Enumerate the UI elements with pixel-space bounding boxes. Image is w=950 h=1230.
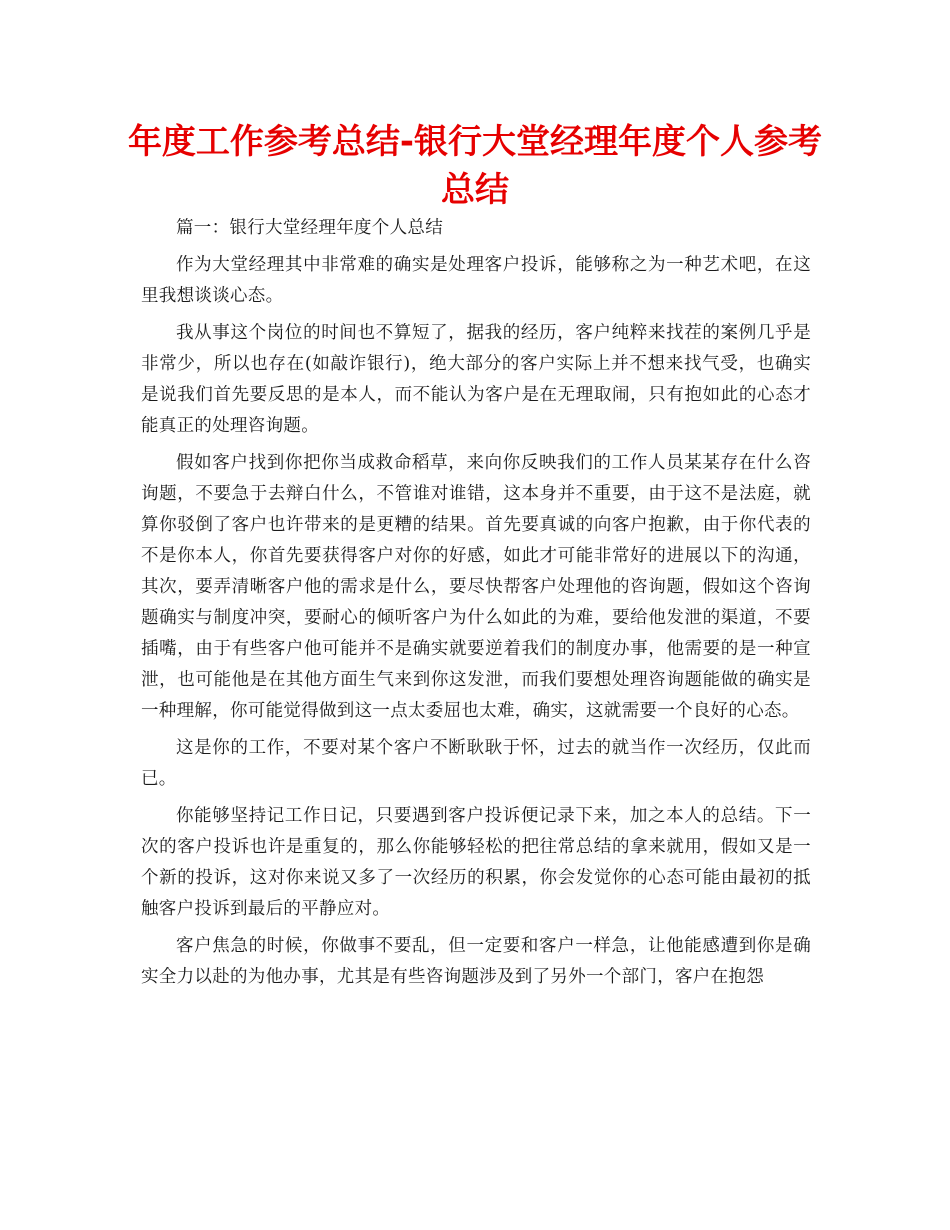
paragraph: 我从事这个岗位的时间也不算短了，据我的经历，客户纯粹来找茬的案例几乎是非常少，所以也存在(如敲诈银行)，绝大部分的客户实际上并不想来找气受，也确实是说我们首先要反思的是本人，而不能认为客户是在无理取闹，只有抱如此的心态才能真正的处理咨询题。 xyxy=(141,323,811,436)
paragraph: 作为大堂经理其中非常难的确实是处理客户投诉，能够称之为一种艺术吧，在这里我想谈谈心态。 xyxy=(141,255,811,306)
document-body xyxy=(141,213,811,999)
paragraph: 客户焦急的时候，你做事不要乱，但一定要和客户一样急，让他能感遭到你是确实全力以赴的为他办事，尤其是有些咨询题涉及到了另外一个部门，客户在抱怨 xyxy=(141,936,811,987)
section-heading: 篇一：银行大堂经理年度个人总结 xyxy=(176,218,443,238)
paragraph: 这是你的工作，不要对某个客户不断耿耿于怀，过去的就当作一次经历，仅此而已。 xyxy=(141,738,811,789)
paragraph: 假如客户找到你把你当成救命稻草，来向你反映我们的工作人员某某存在什么咨询题，不要急于去辩白什么，不管谁对谁错，这本身并不重要，由于这不是法庭，就算你驳倒了客户也许带来的是更糟的结果。首先要真诚的向客户抱歉，由于你代表的不是你本人，你首先要获得客户对你的好感，如此才可能非常好的进展以下的沟通，其次，要弄清晰客户他的需求是什么，要尽快帮客户处理他的咨询题，假如这个咨询题确实与制度冲突，要耐心的倾听客户为什么如此的为难，要给他发泄的渠道，不要插嘴，由于有些客户他可能并不是确实就要逆着我们的制度办事，他需要的是一种宣泄，也可能他是在其他方面生气来到你这发泄，而我们要想处理咨询题能做的确实是一种理解，你可能觉得做到这一点太委屈也太难，确实，这就需要一个良好的心态。 xyxy=(141,453,811,721)
paragraph: 你能够坚持记工作日记，只要遇到客户投诉便记录下来，加之本人的总结。下一次的客户投诉也许是重复的，那么你能够轻松的把往常总结的拿来就用，假如又是一个新的投诉，这对你来说又多了一次经历的积累，你会发觉你的心态可能由最初的抵触客户投诉到最后的平静应对。 xyxy=(141,806,811,919)
document-title: 年度工作参考总结-银行大堂经理年度个人参考总结 xyxy=(127,122,823,210)
